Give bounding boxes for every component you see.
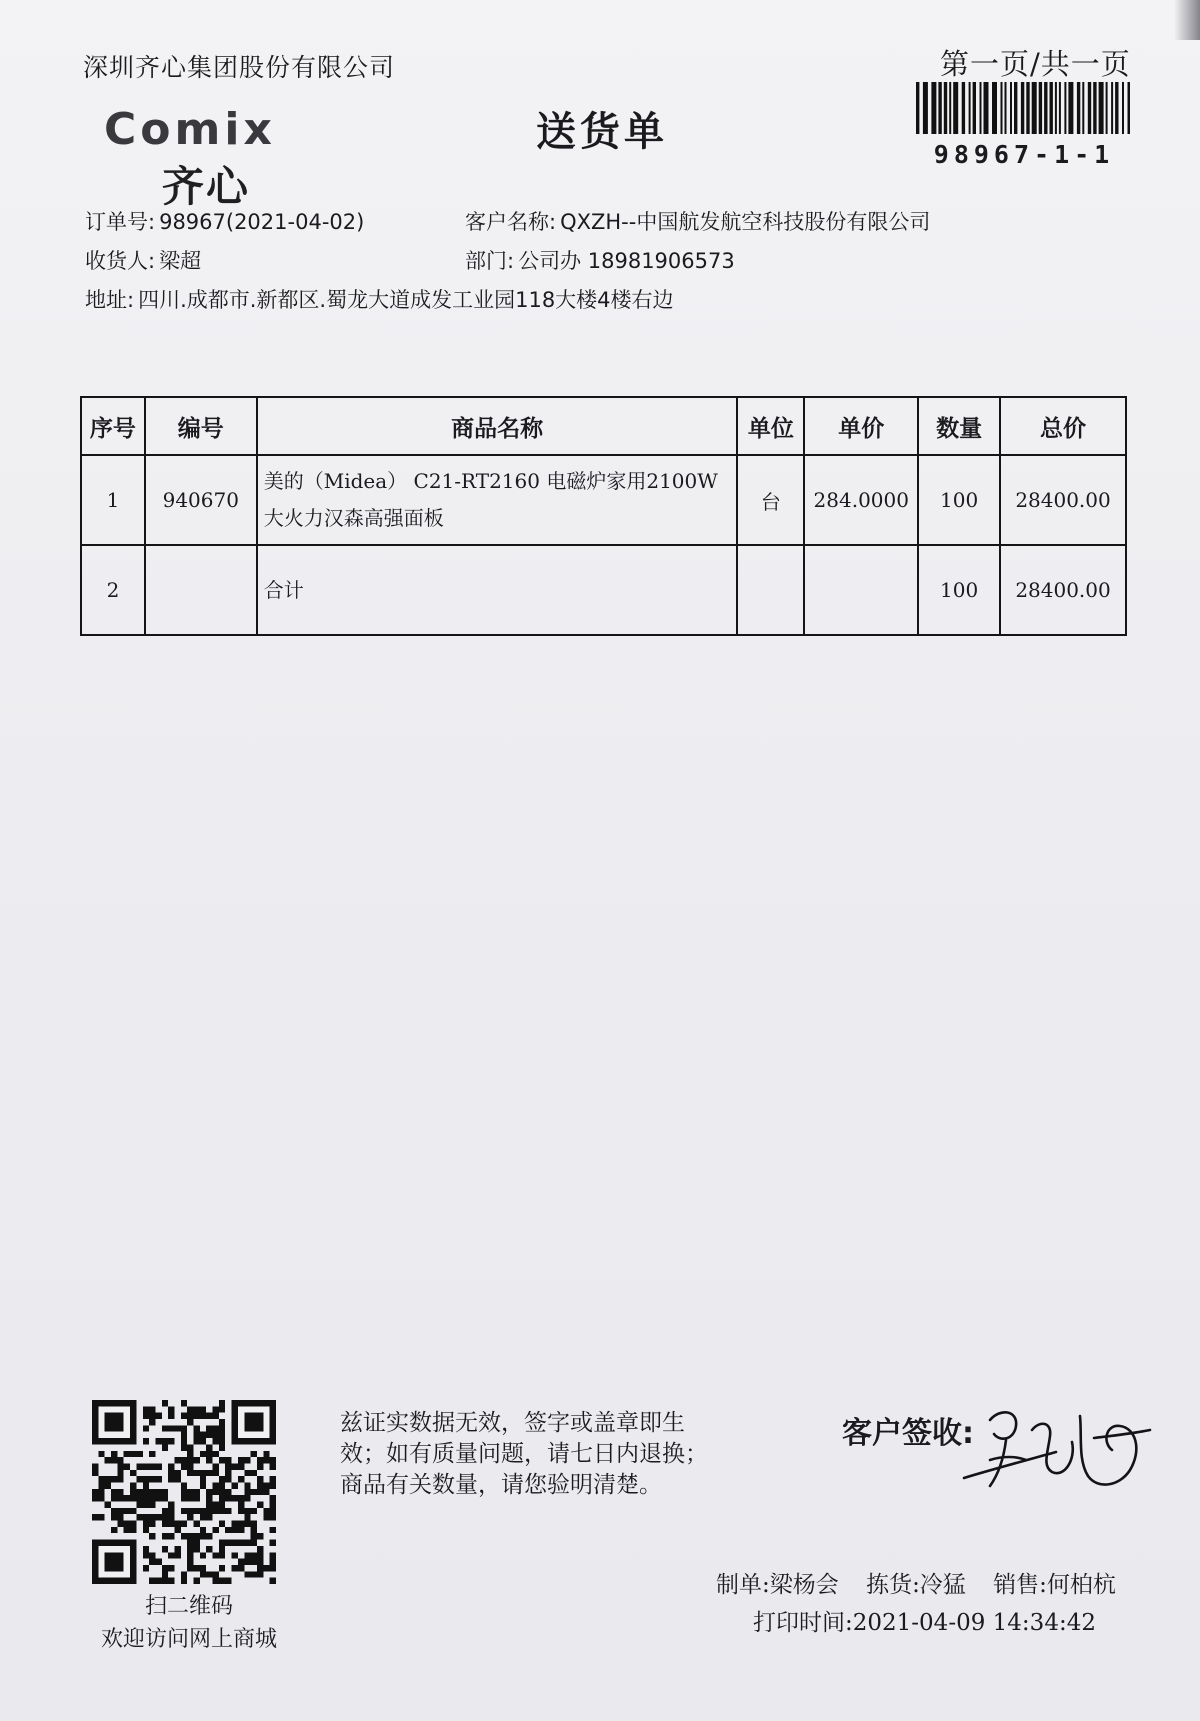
document-title: 送货单 [536,109,668,155]
table-row [81,455,1126,545]
table-header-row [81,397,1126,455]
notice-line-2: 效；如有质量问题，请七日内退换； [340,1441,708,1467]
cell-unit: 台 [737,455,804,545]
cell-seq: 1 [81,455,145,545]
cell-product-name [257,455,738,545]
customer-name-value: QXZH--中国航发航空科技股份有限公司 [560,210,931,234]
company-name: 深圳齐心集团股份有限公司 [83,53,396,82]
cell-unit-price: 284.0000 [804,455,918,545]
department [465,245,735,275]
logo-text-cn: 齐心 [162,162,251,211]
cell-quantity: 100 [918,545,1000,635]
notice-line-3: 商品有关数量，请您验明清楚。 [340,1472,662,1498]
logo-text-en: Comix [104,104,276,155]
cell-total: 28400.00 [1000,545,1126,635]
product-name-line-1: 合计 [263,577,304,602]
receiver-value: 梁超 [159,249,202,273]
comix-logo [104,104,344,211]
staff-info [716,1566,1136,1599]
cell-code: 940670 [145,455,257,545]
cell-quantity: 100 [918,455,1000,545]
table-row [81,545,1126,635]
notice-text [340,1408,760,1501]
qr-caption-mall: 欢迎访问网上商城 [100,1627,277,1652]
barcode-bars [916,82,1130,134]
sales-person: 销售:何柏杭 [993,1572,1116,1598]
header-product-name: 商品名称 [257,397,738,455]
department-label: 部门: [465,249,515,273]
header-unit: 单位 [737,397,804,455]
order-number-value: 98967(2021-04-02) [159,210,365,234]
picker: 拣货:冷猛 [866,1572,966,1598]
cell-product-name [257,545,738,635]
qr-caption-scan: 扫二维码 [144,1594,233,1619]
receiver-label: 收货人: [85,249,156,273]
address [85,284,674,314]
customer-sign-label: 客户签收: [842,1416,974,1451]
print-time: 打印时间:2021-04-09 14:34:42 [753,1610,1096,1636]
header-total: 总价 [1000,397,1126,455]
order-number [85,206,364,236]
cell-total: 28400.00 [1000,455,1126,545]
customer-name-label: 客户名称: [465,210,557,234]
cell-code [145,545,257,635]
barcode [916,82,1132,172]
page-indicator: 第一页/共一页 [940,47,1131,81]
header-quantity: 数量 [918,397,1000,455]
customer-name [465,206,930,236]
product-name-line-1: 美的（Midea） C21-RT2160 电磁炉家用2100W [263,469,718,493]
notice-line-1: 兹证实数据无效，签字或盖章即生 [340,1410,685,1436]
qr-code[interactable] [92,1400,276,1584]
order-number-label: 订单号: [85,210,156,234]
barcode-number: 98967-1-1 [933,140,1115,169]
header-unit-price: 单价 [804,397,918,455]
header-seq: 序号 [81,397,145,455]
qr-caption [84,1590,294,1656]
department-value: 公司办 18981906573 [518,249,735,273]
product-name-line-2: 大火力汉森高强面板 [263,506,444,530]
cell-unit [737,545,804,635]
cell-seq: 2 [81,545,145,635]
receiver [85,245,201,275]
page-edge-shadow [1174,0,1200,40]
address-value: 四川.成都市.新都区.蜀龙大道成发工业园118大楼4楼右边 [138,288,674,312]
items-table [80,396,1127,636]
header-code: 编号 [145,397,257,455]
cell-unit-price [804,545,918,635]
handwritten-signature [960,1390,1160,1500]
address-label: 地址: [85,288,135,312]
maker: 制单:梁杨会 [716,1572,839,1598]
